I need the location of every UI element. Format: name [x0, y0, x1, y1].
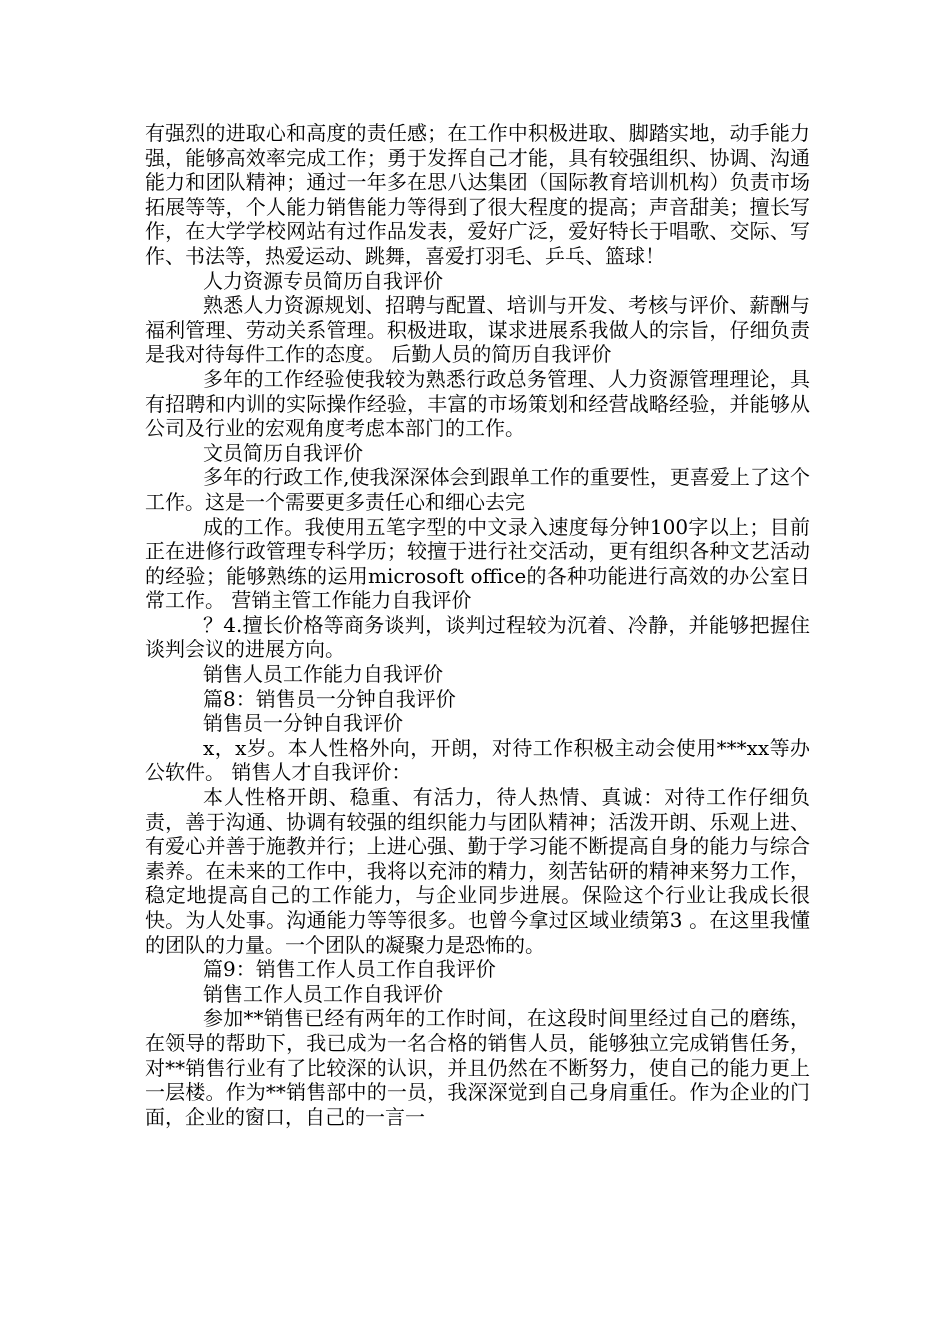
section-heading: 销售人员工作能力自我评价 — [203, 662, 443, 687]
paragraph: 有强烈的进取心和高度的责任感；在工作中积极进取、脚踏实地，动手能力强，能够高效率完成工作；勇于发挥自己才能，具有较强组织、协调、沟通能力和团队精神；通过一年多在思八达集团（国际教育培训机构）负责市场拓展等等，个人能力销售能力等得到了很大程度的提高；声音甜美；擅长写作，在大学学校网站有过作品发表，爱好广泛，爱好特长于唱歌、交际、写作、书法等，热爱运动、跳舞，喜爱打羽毛、乒乓、篮球！ — [145, 121, 810, 268]
section-heading: 销售员一分钟自我评价 — [203, 711, 403, 736]
section-heading: 人力资源专员简历自我评价 — [203, 268, 443, 293]
paragraph: ？4.擅长价格等商务谈判，谈判过程较为沉着、冷静，并能够把握住谈判会议的进展方向。 — [145, 612, 810, 662]
section-heading: 篇9：销售工作人员工作自我评价 — [203, 957, 496, 982]
paragraph: 熟悉人力资源规划、招聘与配置、培训与开发、考核与评价、薪酬与福利管理、劳动关系管理。积极进取，谋求进展系我做人的宗旨，仔细负责是我对待每件工作的态度。 后勤人员的简历自我评价 — [145, 293, 810, 367]
paragraph: 本人性格开朗、稳重、有活力，待人热情、真诚：对待工作仔细负责，善于沟通、协调有较强的组织能力与团队精神；活泼开朗、乐观上进、有爱心并善于施教并行；上进心强、勤于学习能不断提高自身的能力与综合素养。在未来的工作中，我将以充沛的精力，刻苦钻研的精神来努力工作，稳定地提高自己的工作能力，与企业同步进展。保险这个行业让我成长很快。为人处事。沟通能力等等很多。也曾今拿过区域业绩第3 。在这里我懂的团队的力量。一个团队的凝聚力是恐怖的。 — [145, 785, 810, 957]
paragraph: 参加**销售已经有两年的工作时间，在这段时间里经过自己的磨练，在领导的帮助下，我已成为一名合格的销售人员，能够独立完成销售任务，对**销售行业有了比较深的认识，并且仍然在不断努力，使自己的能力更上一层楼。作为**销售部中的一员，我深深觉到自己身肩重任。作为企业的门面，企业的窗口，自己的一言一 — [145, 1006, 810, 1129]
paragraph: 多年的工作经验使我较为熟悉行政总务管理、人力资源管理理论，具有招聘和内训的实际操作经验，丰富的市场策划和经营战略经验，并能够从公司及行业的宏观角度考虑本部门的工作。 — [145, 366, 810, 441]
document-body — [145, 121, 810, 1129]
paragraph: 成的工作。我使用五笔字型的中文录入速度每分钟100字以上；目前正在进修行政管理专科学历；较擅于进行社交活动，更有组织各种文艺活动的经验；能够熟练的运用microsoft office的各种功能进行高效的办公室日常工作。 营销主管工作能力自我评价 — [145, 514, 810, 613]
section-heading: 销售工作人员工作自我评价 — [203, 981, 443, 1006]
section-heading: 篇8：销售员一分钟自我评价 — [203, 686, 456, 711]
paragraph: x，x岁。本人性格外向，开朗，对待工作积极主动会使用***xx等办公软件。 销售人才自我评价： — [145, 735, 810, 785]
paragraph: 多年的行政工作,使我深深体会到跟单工作的重要性，更喜爱上了这个工作。这是一个需要更多责任心和细心去完 — [145, 465, 810, 514]
section-heading: 文员简历自我评价 — [203, 440, 363, 465]
